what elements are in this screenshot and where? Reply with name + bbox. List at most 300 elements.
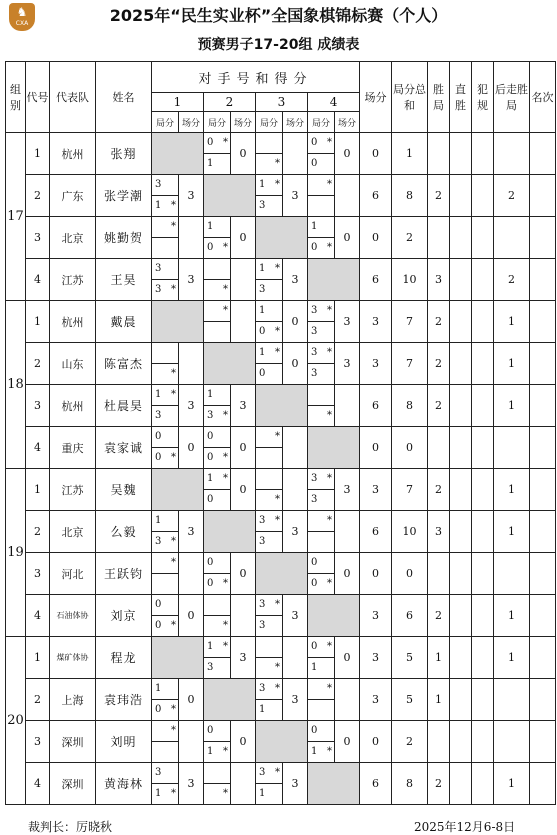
points-cell: 3 <box>360 469 392 511</box>
match-score: 0 <box>179 679 204 721</box>
game-score-1: 1 <box>155 515 162 526</box>
points-cell: 0 <box>360 133 392 175</box>
table-row <box>6 511 556 553</box>
first-move-mark: * <box>327 746 332 757</box>
wins-cell: 2 <box>428 763 450 805</box>
wins-cell <box>428 133 450 175</box>
table-row <box>6 217 556 259</box>
player-name: 么毅 <box>96 511 152 553</box>
game-total-cell: 2 <box>392 721 428 763</box>
first-move-mark: * <box>223 137 228 148</box>
first-move-mark: * <box>171 452 176 463</box>
game-score-1: 1 <box>155 683 162 694</box>
black-wins-cell: 1 <box>494 763 530 805</box>
game-score-cell <box>204 721 231 763</box>
wins-cell: 2 <box>428 385 450 427</box>
game-score-2: 1 <box>311 746 318 757</box>
game-score-2: 3 <box>155 284 162 295</box>
points-cell: 3 <box>360 301 392 343</box>
sub-match-score: 场分 <box>179 112 204 133</box>
player-team: 石油体协 <box>50 595 96 637</box>
player-team: 北京 <box>50 217 96 259</box>
points-cell: 0 <box>360 553 392 595</box>
opp-number-3: 3 <box>256 93 308 112</box>
rank-cell <box>530 217 556 259</box>
game-score-1: 1 <box>207 389 214 400</box>
first-move-mark: * <box>275 494 280 505</box>
first-move-mark: * <box>275 683 280 694</box>
game-score-2: 3 <box>207 662 214 673</box>
match-score: 3 <box>179 175 204 217</box>
wins-cell <box>428 427 450 469</box>
player-team: 杭州 <box>50 385 96 427</box>
page-subtitle: 预赛男子17-20组 成绩表 <box>197 37 360 53</box>
black-wins-cell <box>494 721 530 763</box>
first-move-mark: * <box>327 347 332 358</box>
direct-cell <box>450 595 472 637</box>
game-score-cell <box>152 343 179 385</box>
game-total-cell: 8 <box>392 175 428 217</box>
first-move-mark: * <box>327 242 332 253</box>
game-score-2: 0 <box>155 452 162 463</box>
game-total-cell: 0 <box>392 427 428 469</box>
first-move-mark: * <box>275 158 280 169</box>
first-move-mark: * <box>171 620 176 631</box>
game-score-2: 0 <box>207 578 214 589</box>
game-score-1: 1 <box>259 263 266 274</box>
black-wins-cell <box>494 133 530 175</box>
game-score-cell <box>256 301 283 343</box>
first-move-mark: * <box>171 788 176 799</box>
wins-cell <box>428 553 450 595</box>
points-cell: 6 <box>360 175 392 217</box>
game-score-1: 0 <box>207 557 214 568</box>
game-score-2: 3 <box>259 620 266 631</box>
black-wins-cell: 1 <box>494 385 530 427</box>
game-score-cell <box>152 553 179 595</box>
match-score: 3 <box>231 385 256 427</box>
match-score <box>231 301 256 343</box>
match-score: 0 <box>231 133 256 175</box>
sub-match-score: 场分 <box>231 112 256 133</box>
self-cell <box>152 469 204 511</box>
black-wins-cell: 1 <box>494 637 530 679</box>
self-cell <box>204 511 256 553</box>
sub-match-score: 场分 <box>335 112 360 133</box>
match-score: 0 <box>231 721 256 763</box>
game-score-cell <box>256 469 283 511</box>
game-score-1: 1 <box>259 179 266 190</box>
black-wins-cell: 2 <box>494 259 530 301</box>
foul-cell <box>472 511 494 553</box>
player-code: 3 <box>26 553 50 595</box>
player-code: 2 <box>26 343 50 385</box>
game-score-cell <box>256 427 283 469</box>
col-rank: 名次 <box>530 62 556 133</box>
wins-cell: 2 <box>428 343 450 385</box>
game-score-2: 3 <box>207 410 214 421</box>
rank-cell <box>530 721 556 763</box>
game-score-1: 0 <box>311 641 318 652</box>
game-score-2: 3 <box>259 200 266 211</box>
player-name: 袁玮浩 <box>96 679 152 721</box>
player-team: 深圳 <box>50 763 96 805</box>
game-score-cell <box>204 427 231 469</box>
game-score-2: 0 <box>207 452 214 463</box>
game-score-2: 0 <box>155 620 162 631</box>
game-total-cell: 10 <box>392 259 428 301</box>
game-total-cell: 1 <box>392 133 428 175</box>
game-score-cell <box>256 175 283 217</box>
match-score <box>231 259 256 301</box>
points-cell: 6 <box>360 259 392 301</box>
first-move-mark: * <box>275 767 280 778</box>
player-name: 张学潮 <box>96 175 152 217</box>
col-wins: 胜局 <box>428 62 450 133</box>
direct-cell <box>450 679 472 721</box>
player-code: 2 <box>26 511 50 553</box>
foul-cell <box>472 637 494 679</box>
game-score-2: 3 <box>259 284 266 295</box>
first-move-mark: * <box>275 515 280 526</box>
direct-cell <box>450 301 472 343</box>
foul-cell <box>472 595 494 637</box>
match-score: 3 <box>335 301 360 343</box>
results-body <box>6 133 556 805</box>
game-score-cell <box>308 679 335 721</box>
association-logo <box>9 3 35 31</box>
self-cell <box>204 175 256 217</box>
black-wins-cell <box>494 679 530 721</box>
first-move-mark: * <box>327 473 332 484</box>
game-score-2: 1 <box>207 746 214 757</box>
game-score-1: 1 <box>207 473 214 484</box>
game-score-1: 3 <box>311 305 318 316</box>
player-code: 1 <box>26 469 50 511</box>
first-move-mark: * <box>223 578 228 589</box>
game-score-cell <box>256 637 283 679</box>
game-score-cell <box>256 595 283 637</box>
match-score: 0 <box>335 133 360 175</box>
game-score-2: 1 <box>259 788 266 799</box>
match-score <box>179 343 204 385</box>
direct-cell <box>450 133 472 175</box>
rank-cell <box>530 679 556 721</box>
rank-cell <box>530 301 556 343</box>
col-group: 组别 <box>6 62 26 133</box>
game-total-cell: 7 <box>392 469 428 511</box>
foul-cell <box>472 217 494 259</box>
table-row <box>6 679 556 721</box>
first-move-mark: * <box>327 683 332 694</box>
rank-cell <box>530 385 556 427</box>
game-score-2: 1 <box>207 158 214 169</box>
player-code: 4 <box>26 595 50 637</box>
game-score-cell <box>204 133 231 175</box>
match-score <box>335 175 360 217</box>
game-score-1: 3 <box>155 263 162 274</box>
player-name: 杜晨昊 <box>96 385 152 427</box>
group-number: 20 <box>6 637 26 805</box>
game-score-1: 1 <box>207 221 214 232</box>
game-score-cell <box>152 217 179 259</box>
player-name: 王昊 <box>96 259 152 301</box>
game-score-1: 3 <box>259 599 266 610</box>
game-score-cell <box>308 469 335 511</box>
game-score-1: 0 <box>155 431 162 442</box>
foul-cell <box>472 133 494 175</box>
game-score-2: 3 <box>155 410 162 421</box>
game-score-2: 0 <box>155 704 162 715</box>
match-score: 3 <box>179 511 204 553</box>
match-score: 0 <box>335 553 360 595</box>
game-score-cell <box>204 553 231 595</box>
first-move-mark: * <box>171 200 176 211</box>
game-score-cell <box>204 469 231 511</box>
game-score-1: 3 <box>259 515 266 526</box>
self-cell <box>308 595 360 637</box>
match-score <box>283 469 308 511</box>
game-score-1: 1 <box>207 641 214 652</box>
game-total-cell: 5 <box>392 679 428 721</box>
sub-game-score: 局分 <box>256 112 283 133</box>
wins-cell: 3 <box>428 511 450 553</box>
table-row <box>6 469 556 511</box>
first-move-mark: * <box>223 788 228 799</box>
game-score-2: 1 <box>155 788 162 799</box>
game-score-2: 1 <box>311 662 318 673</box>
match-score: 0 <box>335 637 360 679</box>
points-cell: 0 <box>360 721 392 763</box>
direct-cell <box>450 385 472 427</box>
black-wins-cell: 1 <box>494 595 530 637</box>
player-code: 4 <box>26 427 50 469</box>
first-move-mark: * <box>223 620 228 631</box>
points-cell: 3 <box>360 343 392 385</box>
game-score-1: 1 <box>259 347 266 358</box>
match-score: 3 <box>283 763 308 805</box>
match-score: 0 <box>231 427 256 469</box>
first-move-mark: * <box>223 473 228 484</box>
player-team: 深圳 <box>50 721 96 763</box>
direct-cell <box>450 427 472 469</box>
game-score-cell <box>308 637 335 679</box>
points-cell: 6 <box>360 763 392 805</box>
rank-cell <box>530 511 556 553</box>
self-cell <box>256 721 308 763</box>
first-move-mark: * <box>223 641 228 652</box>
player-name: 黄海林 <box>96 763 152 805</box>
game-score-cell <box>256 259 283 301</box>
self-cell <box>308 763 360 805</box>
col-foul: 犯规 <box>472 62 494 133</box>
match-score: 0 <box>283 343 308 385</box>
match-score <box>283 133 308 175</box>
first-move-mark: * <box>171 536 176 547</box>
event-date: 2025年12月6-8日 <box>414 820 516 834</box>
match-score: 3 <box>179 385 204 427</box>
match-score: 0 <box>179 595 204 637</box>
table-row <box>6 133 556 175</box>
wins-cell: 2 <box>428 469 450 511</box>
match-score <box>335 511 360 553</box>
match-score <box>231 595 256 637</box>
player-code: 3 <box>26 721 50 763</box>
group-number: 18 <box>6 301 26 469</box>
match-score: 0 <box>335 721 360 763</box>
col-black-wins: 后走胜局 <box>494 62 530 133</box>
black-wins-cell: 2 <box>494 175 530 217</box>
black-wins-cell: 1 <box>494 301 530 343</box>
foul-cell <box>472 259 494 301</box>
wins-cell: 1 <box>428 637 450 679</box>
first-move-mark: * <box>275 263 280 274</box>
player-team: 杭州 <box>50 301 96 343</box>
game-total-cell: 10 <box>392 511 428 553</box>
points-cell: 6 <box>360 511 392 553</box>
col-game-total: 局分总和 <box>392 62 428 133</box>
match-score <box>179 553 204 595</box>
sub-game-score: 局分 <box>204 112 231 133</box>
col-team: 代表队 <box>50 62 96 133</box>
game-score-2: 1 <box>259 704 266 715</box>
results-table <box>5 61 556 805</box>
black-wins-cell: 1 <box>494 343 530 385</box>
points-cell: 0 <box>360 217 392 259</box>
player-code: 4 <box>26 259 50 301</box>
game-score-2: 0 <box>259 368 266 379</box>
player-name: 袁家诚 <box>96 427 152 469</box>
game-total-cell: 7 <box>392 343 428 385</box>
match-score: 0 <box>231 217 256 259</box>
col-opponents: 对手号和得分 <box>152 62 360 93</box>
first-move-mark: * <box>171 389 176 400</box>
game-score-cell <box>308 175 335 217</box>
first-move-mark: * <box>275 431 280 442</box>
game-score-cell <box>152 595 179 637</box>
points-cell: 3 <box>360 595 392 637</box>
first-move-mark: * <box>223 746 228 757</box>
sub-match-score: 场分 <box>283 112 308 133</box>
game-score-cell <box>152 385 179 427</box>
game-score-2: 0 <box>259 326 266 337</box>
rank-cell <box>530 469 556 511</box>
referee-signature: 裁判长：厉晓秋 <box>28 820 113 834</box>
match-score: 3 <box>283 595 308 637</box>
group-number: 17 <box>6 133 26 301</box>
rank-cell <box>530 595 556 637</box>
game-total-cell: 0 <box>392 553 428 595</box>
logo-text: CXA <box>15 20 29 27</box>
match-score <box>231 763 256 805</box>
table-row <box>6 343 556 385</box>
sub-game-score: 局分 <box>152 112 179 133</box>
game-score-1: 1 <box>155 389 162 400</box>
game-score-cell <box>308 385 335 427</box>
wins-cell: 2 <box>428 301 450 343</box>
points-cell: 3 <box>360 637 392 679</box>
player-team: 江苏 <box>50 469 96 511</box>
table-row <box>6 175 556 217</box>
match-score: 0 <box>179 427 204 469</box>
game-score-cell <box>308 133 335 175</box>
game-score-2: 0 <box>311 242 318 253</box>
first-move-mark: * <box>327 578 332 589</box>
match-score <box>179 721 204 763</box>
foul-cell <box>472 469 494 511</box>
first-move-mark: * <box>327 305 332 316</box>
page-title: 2025年“民生实业杯”全国象棋锦标赛（个人） <box>109 6 448 25</box>
player-team: 山东 <box>50 343 96 385</box>
first-move-mark: * <box>327 515 332 526</box>
points-cell: 3 <box>360 679 392 721</box>
game-score-cell <box>256 511 283 553</box>
points-cell: 6 <box>360 385 392 427</box>
player-code: 4 <box>26 763 50 805</box>
game-score-1: 0 <box>207 137 214 148</box>
first-move-mark: * <box>275 347 280 358</box>
table-row <box>6 259 556 301</box>
game-score-1: 0 <box>207 725 214 736</box>
game-score-cell <box>308 553 335 595</box>
direct-cell <box>450 469 472 511</box>
opp-number-4: 4 <box>308 93 360 112</box>
game-score-2: 1 <box>155 200 162 211</box>
match-score <box>283 427 308 469</box>
player-name: 刘明 <box>96 721 152 763</box>
game-score-2: 3 <box>311 368 318 379</box>
table-row <box>6 637 556 679</box>
foul-cell <box>472 763 494 805</box>
foul-cell <box>472 343 494 385</box>
game-score-cell <box>308 217 335 259</box>
first-move-mark: * <box>171 557 176 568</box>
self-cell <box>152 133 204 175</box>
first-move-mark: * <box>171 221 176 232</box>
table-row <box>6 301 556 343</box>
direct-cell <box>450 511 472 553</box>
player-name: 戴晨 <box>96 301 152 343</box>
game-score-1: 1 <box>311 221 318 232</box>
player-code: 3 <box>26 217 50 259</box>
match-score: 0 <box>283 301 308 343</box>
player-team: 河北 <box>50 553 96 595</box>
game-score-1: 3 <box>155 179 162 190</box>
rank-cell <box>530 553 556 595</box>
game-score-cell <box>204 595 231 637</box>
self-cell <box>256 553 308 595</box>
game-score-2: 0 <box>207 494 214 505</box>
opp-number-2: 2 <box>204 93 256 112</box>
player-name: 陈富杰 <box>96 343 152 385</box>
wins-cell: 1 <box>428 679 450 721</box>
first-move-mark: * <box>223 305 228 316</box>
direct-cell <box>450 763 472 805</box>
rank-cell <box>530 343 556 385</box>
player-name: 王跃钧 <box>96 553 152 595</box>
game-score-2: 3 <box>155 536 162 547</box>
match-score <box>283 637 308 679</box>
match-score: 3 <box>335 343 360 385</box>
wins-cell <box>428 217 450 259</box>
wins-cell: 2 <box>428 595 450 637</box>
self-cell <box>256 217 308 259</box>
player-name: 程龙 <box>96 637 152 679</box>
player-name: 刘京 <box>96 595 152 637</box>
player-team: 杭州 <box>50 133 96 175</box>
player-code: 1 <box>26 637 50 679</box>
col-points: 场分 <box>360 62 392 133</box>
